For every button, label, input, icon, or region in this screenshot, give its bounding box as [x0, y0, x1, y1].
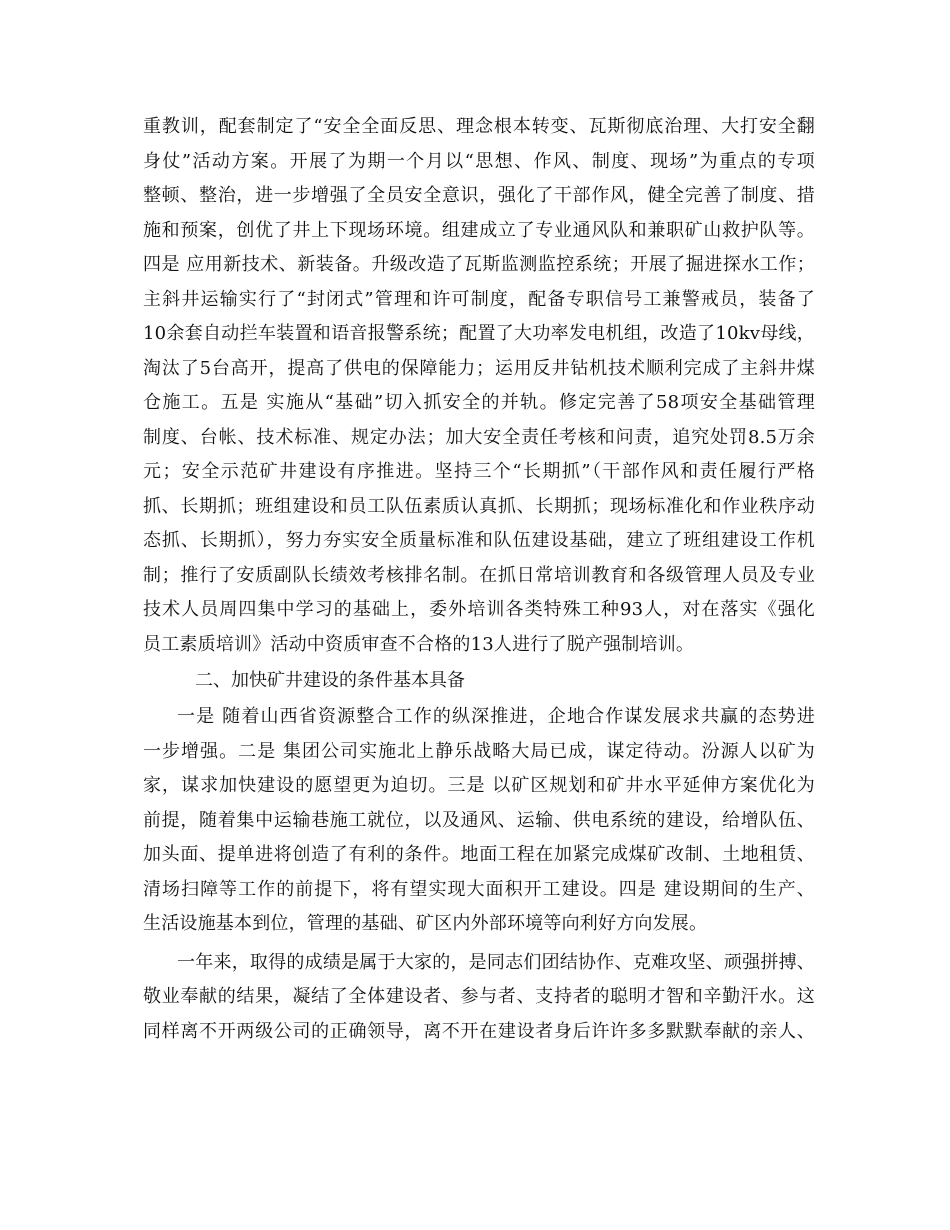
text-line: 员工素质培训》活动中资质审查不合格的13人进行了脱产强制培训。 [143, 633, 695, 655]
text-line: 身仗”活动方案。开展了为期一个月以“思想、作风、制度、现场”为重点的专项 [143, 150, 815, 172]
text-line: 重教训，配套制定了“安全全面反思、理念根本转变、瓦斯彻底治理、大打安全翻 [143, 116, 815, 137]
paragraph-construction-conditions [143, 700, 815, 942]
section-heading: 二、加快矿井建设的条件基本具备 [195, 670, 465, 691]
text-line: 一步增强。二是 集团公司实施北上静乐战略大局已成，谋定待动。汾源人以矿为 [143, 740, 815, 762]
text-line: 制；推行了安质副队长绩效考核排名制。在抓日常培训教育和各级管理人员及专业 [143, 564, 815, 586]
text-line: 清场扫障等工作的前提下，将有望实现大面积开工建设。四是 建设期间的生产、 [143, 878, 815, 900]
text-line: 淘汰了5台高开，提高了供电的保障能力；运用反井钻机技术顺利完成了主斜井煤 [143, 357, 815, 379]
text-line: 态抓、长期抓），努力夯实安全质量标准和队伍建设基础，建立了班组建设工作机 [143, 530, 815, 551]
text-line: 元；安全示范矿井建设有序推进。坚持三个“长期抓”（干部作风和责任履行严格 [143, 461, 815, 482]
text-line: 同样离不开两级公司的正确领导，离不开在建设者身后许许多多默默奉献的亲人、 [143, 1020, 815, 1042]
text-line: 仓施工。五是 实施从“基础”切入抓安全的并轨。修定完善了58项安全基础管理 [143, 392, 815, 413]
text-line: 前提，随着集中运输巷施工就位，以及通风、运输、供电系统的建设，给增队伍、 [143, 809, 815, 831]
text-line: 主斜井运输实行了“封闭式”管理和许可制度，配备专职信号工兼警戒员，装备了 [143, 288, 815, 310]
text-line: 技术人员周四集中学习的基础上，委外培训各类特殊工种93人，对在落实《强化 [143, 599, 815, 620]
text-line: 加头面、提单进将创造了有利的条件。地面工程在加紧完成煤矿改制、土地租赁、 [143, 844, 815, 865]
text-line: 家，谋求加快建设的愿望更为迫切。三是 以矿区规划和矿井水平延伸方案优化为 [143, 775, 815, 796]
paragraph-acknowledgement [143, 946, 815, 1050]
text-line: 一是 随着山西省资源整合工作的纵深推进，企地合作谋发展求共赢的态势进 [177, 706, 815, 727]
text-line: 10余套自动拦车装置和语音报警系统；配置了大功率发电机组，改造了10kv母线， [143, 323, 815, 344]
text-line: 一年来，取得的成绩是属于大家的，是同志们团结协作、克难攻坚、顽强拼搏、 [177, 951, 815, 973]
text-line: 整顿、整治，进一步增强了全员安全意识，强化了干部作风，健全完善了制度、措 [143, 185, 815, 206]
document-body [143, 110, 815, 1049]
text-line: 施和预案，创优了井上下现场环境。组建成立了专业通风队和兼职矿山救护队等。 [143, 219, 815, 241]
text-line: 敬业奉献的结果，凝结了全体建设者、参与者、支持者的聪明才智和辛勤汗水。这 [143, 986, 815, 1007]
text-line: 四是 应用新技术、新装备。升级改造了瓦斯监测监控系统；开展了掘进探水工作； [143, 254, 815, 275]
text-line: 抓、长期抓；班组建设和员工队伍素质认真抓、长期抓；现场标准化和作业秩序动 [143, 495, 815, 517]
text-line: 生活设施基本到位，管理的基础、矿区内外部环境等向利好方向发展。 [143, 913, 708, 934]
text-line: 制度、台帐、技术标准、规定办法；加大安全责任考核和问责，追究处罚8.5万余 [143, 426, 815, 448]
paragraph-safety-measures [143, 110, 815, 662]
